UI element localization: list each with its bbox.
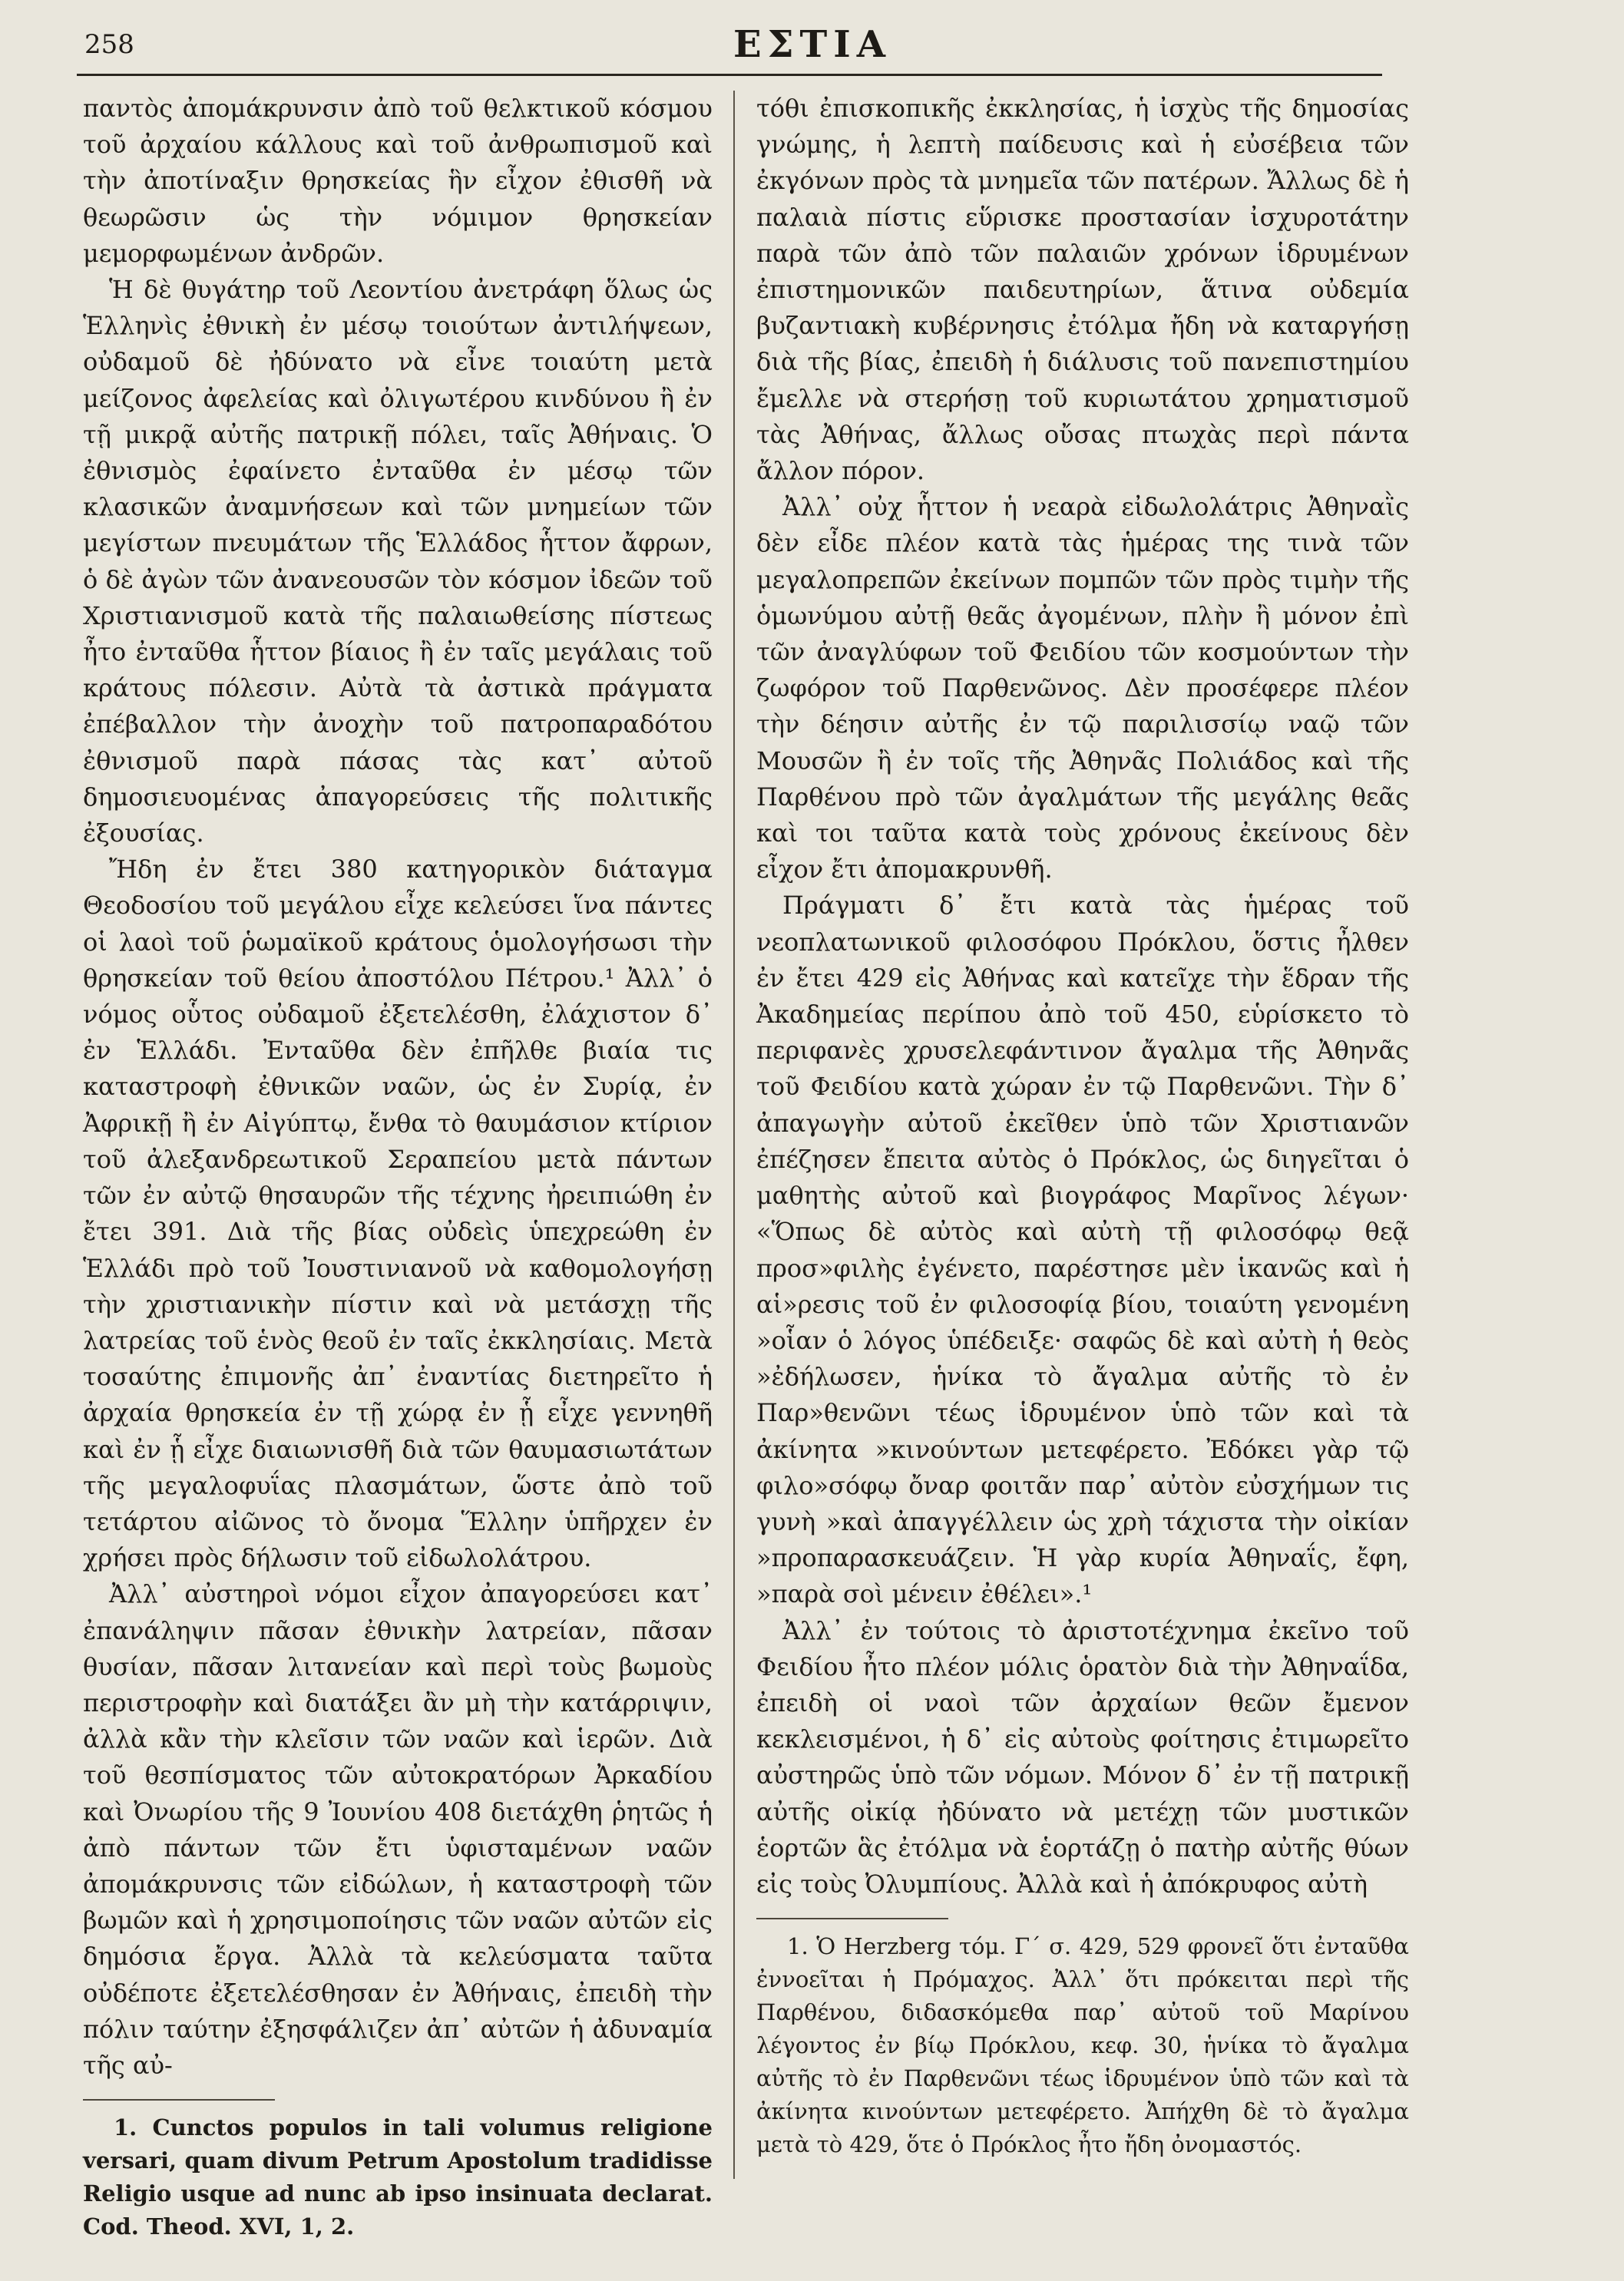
- right-paragraph-3: Πράγματι δ᾽ ἔτι κατὰ τὰς ἡμέρας τοῦ νεοπλατωνικοῦ φιλοσόφου Πρόκλου, ὅστις ἦλθεν ἐν ἔτει 429 εἰς Ἀθήνας καὶ κατεῖχε τὴν ἕδραν τῆς Ἀκαδημείας περίπου ἀπὸ τοῦ 450, εὑρίσκετο τὸ περιφανὲς χρυσελεφάντινον ἄγαλμα τῆς Ἀθηνᾶς τοῦ Φειδίου κατὰ χώραν ἐν τῷ Παρθενῶνι. Τὴν δ᾽ ἀπαγωγὴν αὐτοῦ ἐκεῖθεν ὑπὸ τῶν Χριστιανῶν ἐπέζησεν ἔπειτα αὐτὸς ὁ Πρόκλος, ὡς διηγεῖται ὁ μαθητὴς αὐτοῦ καὶ βιογράφος Μαρῖνος λέγων· «Ὅπως δὲ αὐτὸς καὶ αὐτὴ τῇ φιλοσόφῳ θεᾷ προσ»φιλὴς ἐγένετο, παρέστησε μὲν ἱκανῶς καὶ ἡ αἱ»ρεσις τοῦ ἐν φιλοσοφίᾳ βίου, τοιαύτη γενομένη »οἷαν ὁ λόγος ὑπέδειξε· σαφῶς δὲ καὶ αὐτὴ ἡ θεὸς »ἐδήλωσεν, ἡνίκα τὸ ἄγαλμα αὐτῆς τὸ ἐν Παρ»θενῶνι τέως ἱδρυμένον ὑπὸ τῶν καὶ τὰ ἀκίνητα »κινούντων μετεφέρετο. Ἐδόκει γὰρ τῷ φιλο»σόφῳ ὄναρ φοιτᾶν παρ᾽ αὐτὸν εὐσχήμων τις γυνὴ »καὶ ἀπαγγέλλειν ὡς χρὴ τάχιστα τὴν οἰκίαν »προπαρασκευάζειν. Ἡ γὰρ κυρία Ἀθηναΐς, ἔφη, »παρὰ σοὶ μένειν ἐθέλει».¹: [756, 891, 1409, 1609]
- page-header: [77, 21, 1382, 75]
- header-rule: [77, 74, 1382, 76]
- right-footnote: 1. Ὁ Herzberg τόμ. Γ´ σ. 429, 529 φρονεῖ ὅτι ἐνταῦθα ἐννοεῖται ἡ Πρόμαχος. Ἀλλ᾽ ὅτι πρόκειται περὶ τῆς Παρθένου, διδασκόμεθα παρ᾽ αὐτοῦ τοῦ Μαρίνου λέγοντος ἐν βίῳ Πρόκλου, κεφ. 30, ἡνίκα τὸ ἄγαλμα αὐτῆς τὸ ἐν Παρθενῶνι τέως ἱδρυμένον ὑπὸ τῶν καὶ τὰ ἀκίνητα κινούντων μετεφέρετο. Ἀπήχθη δὲ τὸ ἄγαλμα μετὰ τὸ 429, ὅτε ὁ Πρόκλος ἦτο ἤδη ὀνομαστός.: [756, 1933, 1409, 2158]
- left-paragraph-4: Ἀλλ᾽ αὐστηροὶ νόμοι εἶχον ἀπαγορεύσει κατ᾽ ἐπανάληψιν πᾶσαν ἐθνικὴν λατρείαν, πᾶσαν θυσίαν, πᾶσαν λιτανείαν καὶ περὶ τοὺς βωμοὺς περιστροφὴν καὶ διατάξει ἂν μὴ τὴν κατάρριψιν, ἀλλὰ κἂν τὴν κλεῖσιν τῶν ναῶν καὶ ἱερῶν. Διὰ τοῦ θεσπίσματος τῶν αὐτοκρατόρων Ἀρκαδίου καὶ Ὀνωρίου τῆς 9 Ἰουνίου 408 διετάχθη ῥητῶς ἡ ἀπὸ πάντων τῶν ἔτι ὑφισταμένων ναῶν ἀπομάκρυνσις τῶν εἰδώλων, ἡ καταστροφὴ τῶν βωμῶν καὶ ἡ χρησιμοποίησις τῶν ναῶν αὐτῶν εἰς δημόσια ἔργα. Ἀλλὰ τὰ κελεύσματα ταῦτα οὐδέποτε ἐξετελέσθησαν ἐν Ἀθήναις, ἐπειδὴ τὴν πόλιν ταύτην ἐξησφάλιζεν ἀπ᾽ αὐτῶν ἡ ἀδυναμία τῆς αὐ-: [83, 1579, 713, 2080]
- left-paragraph-2: Ἡ δὲ θυγάτηρ τοῦ Λεοντίου ἀνετράφη ὅλως ὡς Ἑλληνὶς ἐθνικὴ ἐν μέσῳ τοιούτων ἀντιλήψεων, οὐδαμοῦ δὲ ἠδύνατο νὰ εἶνε τοιαύτη μετὰ μείζονος ἀφελείας καὶ ὀλιγωτέρου κινδύνου ἢ ἐν τῇ μικρᾷ αὐτῆς πατρικῇ πόλει, ταῖς Ἀθήναις. Ὁ ἐθνισμὸς ἐφαίνετο ἐνταῦθα ἐν μέσῳ τῶν κλασικῶν ἀναμνήσεων καὶ τῶν μνημείων τῶν μεγίστων πνευμάτων τῆς Ἑλλάδος ἧττον ἄφρων, ὁ δὲ ἀγὼν τῶν ἀνανεουσῶν τὸν κόσμον ἰδεῶν τοῦ Χριστιανισμοῦ κατὰ τῆς παλαιωθείσης πίστεως ἦτο ἐνταῦθα ἧττον βίαιος ἢ ἐν ταῖς μεγάλαις τοῦ κράτους πόλεσιν. Αὐτὰ τὰ ἀστικὰ πράγματα ἐπέβαλλον τὴν ἀνοχὴν τοῦ πατροπαραδότου ἐθνισμοῦ παρὰ πάσας τὰς κατ᾽ αὐτοῦ δημοσιευομένας ἀπαγορεύσεις τῆς πολιτικῆς ἐξουσίας.: [83, 275, 713, 848]
- left-paragraph-1: παντὸς ἀπομάκρυνσιν ἀπὸ τοῦ θελκτικοῦ κόσμου τοῦ ἀρχαίου κάλλους καὶ τοῦ ἀνθρωπισμοῦ καὶ τὴν ἀποτίναξιν θρησκείας ἣν εἶχον ἐθισθῆ νὰ θεωρῶσιν ὡς τὴν νόμιμον θρησκείαν μεμορφωμένων ἀνδρῶν.: [83, 94, 713, 268]
- page-number: 258: [84, 29, 134, 60]
- journal-title: ΕΣΤΙΑ: [733, 23, 891, 66]
- left-paragraph-3: Ἤδη ἐν ἔτει 380 κατηγορικὸν διάταγμα Θεοδοσίου τοῦ μεγάλου εἶχε κελεύσει ἵνα πάντες οἱ λαοὶ τοῦ ῥωμαϊκοῦ κράτους ὁμολογήσωσι τὴν θρησκείαν τοῦ θείου ἀποστόλου Πέτρου.¹ Ἀλλ᾽ ὁ νόμος οὗτος οὐδαμοῦ ἐξετελέσθη, ἐλάχιστον δ᾽ ἐν Ἑλλάδι. Ἐνταῦθα δὲν ἐπῆλθε βιαία τις καταστροφὴ ἐθνικῶν ναῶν, ὡς ἐν Συρίᾳ, ἐν Ἀφρικῇ ἢ ἐν Αἰγύπτῳ, ἔνθα τὸ θαυμάσιον κτίριον τοῦ ἀλεξανδρεωτικοῦ Σεραπείου μετὰ πάντων τῶν ἐν αὐτῷ θησαυρῶν τῆς τέχνης ἠρειπιώθη ἐν ἔτει 391. Διὰ τῆς βίας οὐδεὶς ὑπεχρεώθη ἐν Ἑλλάδι πρὸ τοῦ Ἰουστινιανοῦ νὰ καθομολογήσῃ τὴν χριστιανικὴν πίστιν καὶ νὰ μετάσχῃ τῆς λατρείας τοῦ ἑνὸς θεοῦ ἐν ταῖς ἐκκλησίαις. Μετὰ τοσαύτης ἐπιμονῆς ἀπ᾽ ἐναντίας διετηρεῖτο ἡ ἀρχαία θρησκεία ἐν τῇ χώρᾳ ἐν ᾗ εἶχε γεννηθῆ καὶ ἐν ᾗ εἶχε διαιωνισθῆ διὰ τῶν θαυμασιωτάτων τῆς μεγαλοφυΐας πλασμάτων, ὥστε ἀπὸ τοῦ τετάρτου αἰῶνος τὸ ὄνομα Ἕλλην ὑπῆρχεν ἐν χρήσει πρὸς δήλωσιν τοῦ εἰδωλολάτρου.: [83, 855, 713, 1573]
- right-paragraph-2: Ἀλλ᾽ οὐχ ἧττον ἡ νεαρὰ εἰδωλολάτρις Ἀθηναῒς δὲν εἶδε πλέον κατὰ τὰς ἡμέρας της τινὰ τῶν μεγαλοπρεπῶν ἐκείνων πομπῶν τῶν πρὸς τιμὴν τῆς ὁμωνύμου αὐτῇ θεᾶς ἀγομένων, πλὴν ἢ μόνον ἐπὶ τῶν ἀναγλύφων τοῦ Φειδίου τῶν κοσμούντων τὴν ζωφόρον τοῦ Παρθενῶνος. Δὲν προσέφερε πλέον τὴν δέησιν αὐτῆς ἐν τῷ παριλισσίῳ ναῷ τῶν Μουσῶν ἢ ἐν τοῖς τῆς Ἀθηνᾶς Πολιάδος καὶ τῆς Παρθένου πρὸ τῶν ἀγαλμάτων τῆς μεγάλης θεᾶς καὶ τοι ταῦτα κατὰ τοὺς χρόνους ἐκείνους δὲν εἶχον ἔτι ἀπομακρυνθῆ.: [756, 492, 1409, 884]
- footnote-rule: [756, 1918, 948, 1919]
- footnote-rule: [83, 2099, 275, 2101]
- left-column: [83, 91, 713, 2243]
- right-column: [756, 91, 1409, 2161]
- left-footnote: 1. Cunctos populos in tali volumus religione versari, quam divum Petrum Apostolum tradidisse Religio usque ad nunc ab ipso insinuata declarat. Cod. Theod. XVI, 1, 2.: [83, 2114, 713, 2240]
- column-divider: [733, 91, 735, 2179]
- right-paragraph-1: τόθι ἐπισκοπικῆς ἐκκλησίας, ἡ ἰσχὺς τῆς δημοσίας γνώμης, ἡ λεπτὴ παίδευσις καὶ ἡ εὐσέβεια τῶν ἐκγόνων πρὸς τὰ μνημεῖα τῶν πατέρων. Ἄλλως δὲ ἡ παλαιὰ πίστις εὕρισκε προστασίαν ἰσχυροτάτην παρὰ τῶν ἀπὸ τῶν παλαιῶν χρόνων ἱδρυμένων ἐπιστημονικῶν παιδευτηρίων, ἅτινα οὐδεμία βυζαντιακὴ κυβέρνησις ἐτόλμα ἤδη νὰ καταργήσῃ διὰ τῆς βίας, ἐπειδὴ ἡ διάλυσις τοῦ πανεπιστημίου ἔμελλε νὰ στερήσῃ τοῦ κυριωτάτου χρηματισμοῦ τὰς Ἀθήνας, ἄλλως οὔσας πτωχὰς περὶ πάντα ἄλλον πόρον.: [756, 94, 1409, 486]
- right-paragraph-4: Ἀλλ᾽ ἐν τούτοις τὸ ἀριστοτέχνημα ἐκεῖνο τοῦ Φειδίου ἦτο πλέον μόλις ὁρατὸν διὰ τὴν Ἀθηναΐδα, ἐπειδὴ οἱ ναοὶ τῶν ἀρχαίων θεῶν ἔμενον κεκλεισμένοι, ἡ δ᾽ εἰς αὐτοὺς φοίτησις ἐτιμωρεῖτο αὐστηρῶς ὑπὸ τῶν νόμων. Μόνον δ᾽ ἐν τῇ πατρικῇ αὐτῆς οἰκίᾳ ἠδύνατο νὰ μετέχῃ τῶν μυστικῶν ἑορτῶν ἃς ἐτόλμα νὰ ἑορτάζῃ ὁ πατὴρ αὐτῆς θύων εἰς τοὺς Ὀλυμπίους. Ἀλλὰ καὶ ἡ ἀπόκρυφος αὐτὴ: [756, 1615, 1409, 1899]
